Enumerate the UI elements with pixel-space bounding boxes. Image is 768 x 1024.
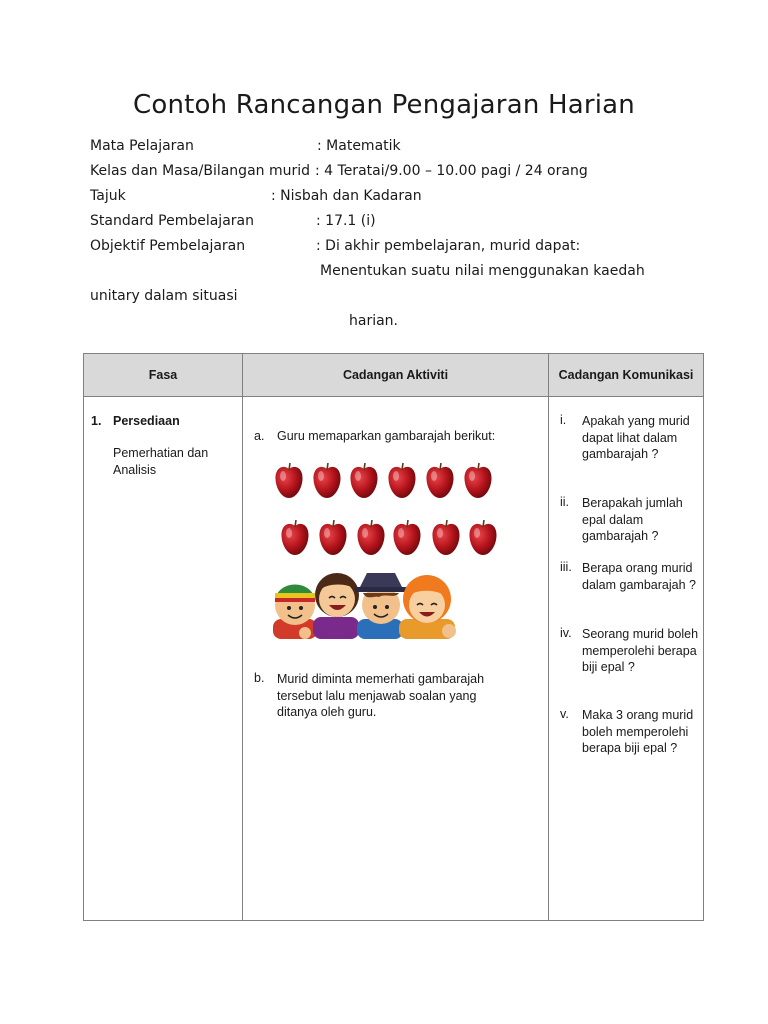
- komunikasi-number: i.: [560, 413, 567, 427]
- aktiviti-a-letter: a.: [254, 429, 265, 443]
- kelas-label: Kelas dan Masa/Bilangan murid: [90, 163, 311, 179]
- table-header-row: [84, 354, 704, 397]
- apple-row-1: [275, 463, 491, 498]
- page-title: Contoh Rancangan Pengajaran Harian: [133, 90, 635, 120]
- objektif-value: : Di akhir pembelajaran, murid dapat:: [316, 238, 581, 254]
- apples-and-children-illustration: [271, 459, 501, 639]
- komunikasi-number: v.: [560, 707, 569, 721]
- standard-value: : 17.1 (i): [316, 213, 376, 229]
- tajuk-value: : Nisbah dan Kadaran: [271, 188, 422, 204]
- komunikasi-text: Maka 3 orang murid boleh memperolehi berapa biji epal ?: [582, 708, 694, 755]
- objektif-line-3: unitary dalam situasi: [90, 288, 238, 304]
- apple-icon: [350, 463, 377, 498]
- header-fasa: Fasa: [84, 354, 243, 397]
- fasa-subtitle: Pemerhatian dan Analisis: [113, 446, 209, 477]
- apple-icon: [464, 463, 491, 498]
- komunikasi-text: Seorang murid boleh memperolehi berapa biji epal ?: [582, 627, 699, 674]
- komunikasi-number: iii.: [560, 560, 572, 574]
- children-group: [273, 573, 456, 639]
- apple-icon: [319, 520, 346, 555]
- objektif-line-4: harian.: [349, 313, 398, 329]
- aktiviti-a-text: Guru memaparkan gambarajah berikut:: [277, 429, 496, 443]
- header-komunikasi: Cadangan Komunikasi: [549, 354, 704, 397]
- komunikasi-cell: [549, 397, 704, 921]
- standard-label: Standard Pembelajaran: [90, 213, 254, 229]
- aktiviti-b-text: Murid diminta memerhati gambarajah tersebut lalu menjawab soalan yang ditanya oleh guru.: [277, 672, 485, 719]
- objektif-label: Objektif Pembelajaran: [90, 238, 246, 254]
- komunikasi-text: Berapa orang murid dalam gambarajah ?: [582, 561, 696, 592]
- apple-icon: [357, 520, 384, 555]
- mata-pelajaran-value: : Matematik: [317, 138, 401, 154]
- objektif-line-2: Menentukan suatu nilai menggunakan kaedah: [320, 263, 645, 279]
- aktiviti-b-letter: b.: [254, 671, 265, 685]
- mata-pelajaran-label: Mata Pelajaran: [90, 138, 194, 154]
- apple-icon: [281, 520, 308, 555]
- apple-icon: [388, 463, 415, 498]
- apple-icon: [469, 520, 496, 555]
- header-aktiviti: Cadangan Aktiviti: [243, 354, 549, 397]
- apple-icon: [426, 463, 453, 498]
- komunikasi-number: ii.: [560, 495, 570, 509]
- fasa-title: Persediaan: [113, 414, 180, 428]
- apple-row-2: [281, 520, 496, 555]
- tajuk-label: Tajuk: [90, 188, 126, 204]
- komunikasi-text: Apakah yang murid dapat lihat dalam gambarajah ?: [582, 414, 690, 461]
- komunikasi-number: iv.: [560, 626, 572, 640]
- apple-icon: [275, 463, 302, 498]
- table-row: [84, 397, 704, 921]
- apple-icon: [393, 520, 420, 555]
- fasa-cell: [84, 397, 243, 921]
- kelas-value: : 4 Teratai/9.00 – 10.00 pagi / 24 orang: [315, 163, 588, 179]
- lesson-plan-table: [83, 353, 704, 921]
- aktiviti-cell: [243, 397, 549, 921]
- apple-icon: [432, 520, 459, 555]
- komunikasi-text: Berapakah jumlah epal dalam gambarajah ?: [582, 496, 683, 543]
- apple-icon: [313, 463, 340, 498]
- fasa-number: 1.: [91, 414, 102, 428]
- child-icon: [313, 573, 359, 639]
